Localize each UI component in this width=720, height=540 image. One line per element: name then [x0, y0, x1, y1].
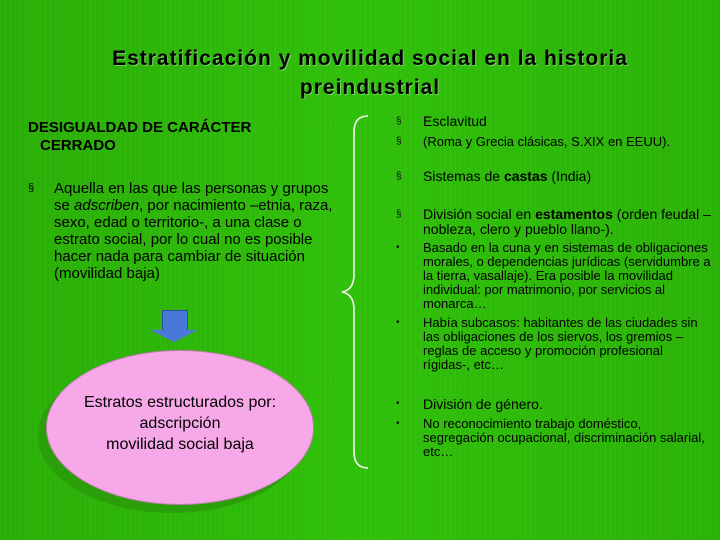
castas-bold: castas [503, 168, 548, 184]
bullet-text-part1: Aquella en las que las personas y grupos se [54, 180, 329, 214]
down-arrow-icon [150, 330, 198, 342]
left-heading-line-2: CERRADO [40, 137, 116, 154]
round-bullet-icon: • [396, 242, 400, 253]
summary-bubble [46, 350, 314, 505]
right-column [384, 0, 714, 540]
estamentos-detail-2-text: Había subcasos: habitantes de las ciudades sin las obligaciones de los siervos, los gremios –reglas de acceso y promoción profesional rígidas-, etc… [423, 315, 698, 372]
castas-post: (India) [547, 168, 592, 184]
curly-brace-icon [334, 112, 374, 472]
esclavitud-label: Esclavitud [423, 113, 487, 129]
left-heading-line-1: DESIGUALDAD DE CARÁCTER [28, 119, 252, 136]
genero-detail-text: No reconocimiento trabajo doméstico, segregación ocupacional, discriminación salarial, etc… [423, 416, 705, 459]
esclavitud-detail-text: (Roma y Grecia clásicas, S.XIX en EEUU). [423, 134, 671, 149]
down-arrow-shaft [162, 310, 188, 331]
round-bullet-icon: • [396, 398, 400, 409]
estamentos-pre: División social en [423, 206, 536, 222]
genero-label: División de género. [423, 396, 543, 412]
square-bullet-icon: § [396, 209, 402, 220]
square-bullet-icon: § [396, 171, 402, 182]
bullet-mark: § [28, 182, 35, 194]
bubble-line-1: Estratos estructurados por: [83, 394, 277, 411]
castas-text [423, 169, 713, 184]
bullet-text-emphasis: adscriben [74, 197, 140, 214]
title-line-1: Estratificación y movilidad social en la historia [112, 47, 628, 70]
bubble-line-2: adscripción [139, 415, 221, 432]
estamentos-text [423, 207, 713, 237]
square-bullet-icon: § [396, 136, 402, 147]
title-line-2: preindustrial [299, 76, 441, 99]
left-bullet-text [54, 180, 333, 282]
left-bullet [28, 180, 333, 282]
estamentos-detail-1-text: Basado en la cuna y en sistemas de obligaciones morales, o dependencias jurídicas (servidumbre a la tierra, vasallaje). Era posible la movilidad individual: por matrimonio, por servicios al monarca… [423, 240, 711, 311]
bubble-line-3: movilidad social baja [106, 436, 254, 453]
round-bullet-icon: • [396, 418, 400, 429]
castas-pre: Sistemas de [423, 168, 504, 184]
round-bullet-icon: • [396, 317, 400, 328]
bullet-text-part2: , por nacimiento –etnia, raza, sexo, edad o territorio-, a una clase o estrato social, por lo cual no es posible hacer nada para cambiar de situación (movilidad baja) [54, 197, 333, 282]
left-heading [28, 119, 328, 155]
square-bullet-icon: § [396, 116, 402, 127]
estamentos-post: (orden feudal –nobleza, clero y pueblo llano-). [423, 206, 711, 237]
estamentos-bold: estamentos [535, 206, 613, 222]
